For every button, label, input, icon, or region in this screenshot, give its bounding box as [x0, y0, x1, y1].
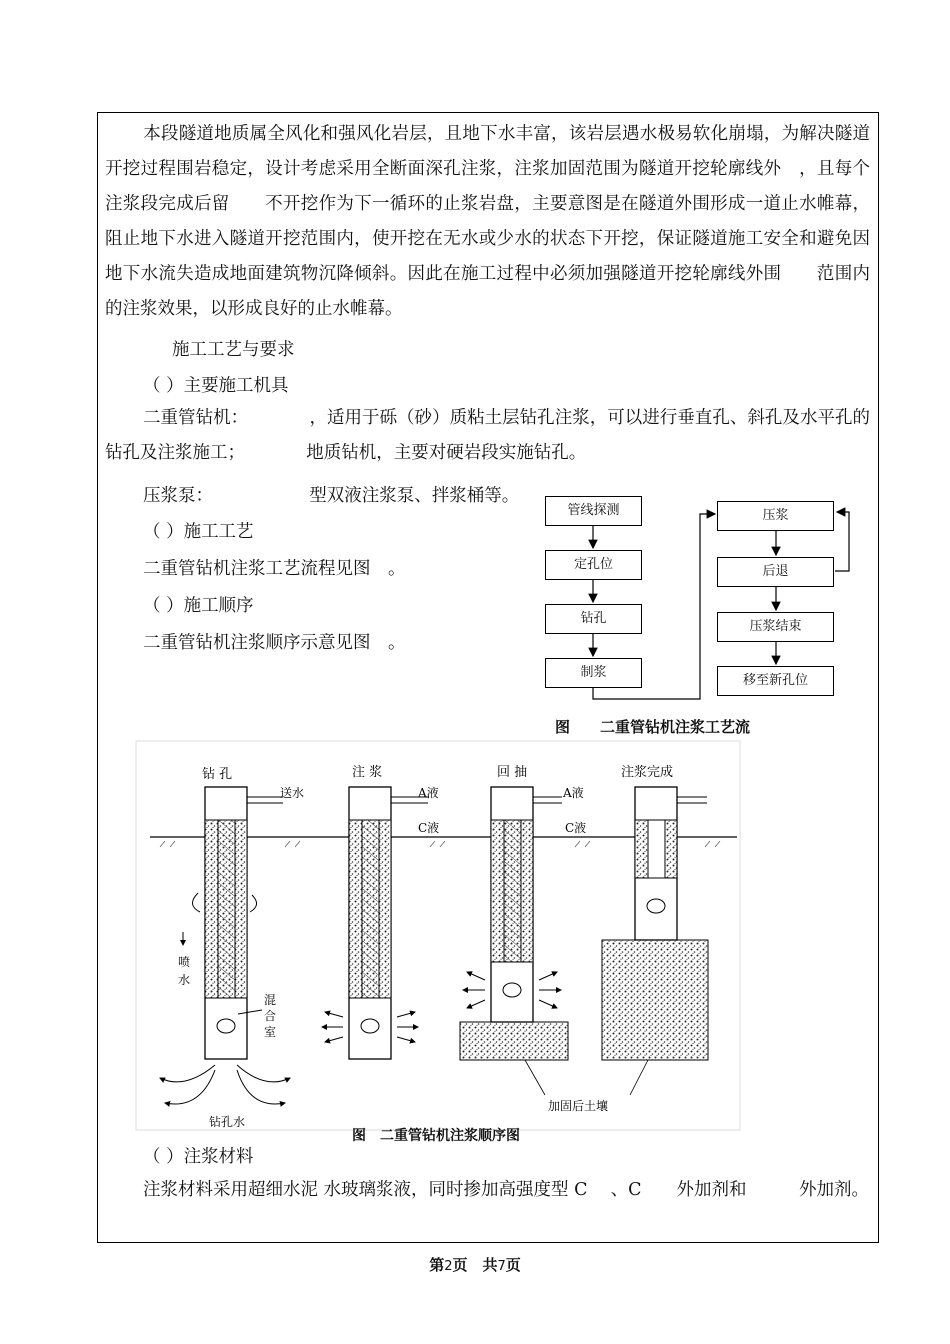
label-send-water: 送水: [280, 786, 305, 800]
stage-label-retract: 回 抽: [497, 765, 528, 780]
footer-page-suffix: 页: [505, 1256, 521, 1274]
flow-step-grouting-end: 压浆结束: [717, 612, 834, 642]
label-c-liquid-2: C液: [565, 821, 587, 835]
stage-label-complete: 注浆完成: [621, 765, 674, 780]
section-title: 施工工艺与要求: [172, 340, 295, 360]
drill-paragraph: 二重管钻机： ，适用于砾（砂）质粘土层钻孔注浆，可以进行垂直孔、斜孔及水平孔的钻孔及注浆施工； 地质钻机，主要对硬岩段实施钻孔。: [105, 408, 870, 463]
label-mix-2: 合: [264, 1009, 277, 1023]
label-a-liquid-1: A液: [418, 786, 439, 800]
footer-total-label: 页 共: [452, 1256, 498, 1274]
stage-label-grouting: 注 浆: [352, 765, 383, 780]
flow-reference: 二重管钻机注浆工艺流程见图 。: [143, 559, 406, 579]
footer-total-number: 7: [497, 1259, 506, 1274]
footer-page-label: 第: [429, 1256, 445, 1274]
sequence-reference: 二重管钻机注浆顺序示意见图 。: [143, 633, 406, 653]
label-water: 水: [178, 973, 191, 987]
stage-retract: [460, 787, 568, 1060]
sequence-caption: 图 二重管钻机注浆顺序图: [352, 1128, 520, 1144]
page-footer: [0, 1254, 950, 1275]
label-mix-1: 混: [264, 993, 277, 1007]
flow-step-move-new-hole: 移至新孔位: [717, 666, 834, 696]
stage-drilling: [160, 787, 290, 1104]
subsection-sequence: （ ）施工顺序: [143, 596, 254, 616]
label-a-liquid-2: A液: [563, 786, 584, 800]
label-drill-water: 钻孔水: [209, 1115, 246, 1129]
subsection-process: （ ）施工工艺: [143, 522, 254, 542]
flow-step-grouting: 压浆: [717, 501, 834, 531]
flow-step-retract: 后退: [717, 557, 834, 587]
flowchart-caption: 图 二重管钻机注浆工艺流: [555, 718, 751, 736]
label-reinforced-soil: 加固后土壤: [548, 1099, 609, 1113]
subsection-materials: （ ）注浆材料: [143, 1147, 254, 1167]
material-paragraph: 注浆材料采用超细水泥 水玻璃浆液，同时掺加高强度型 C 、C 外加剂和 外加剂。: [143, 1180, 869, 1200]
footer-page-number: 2: [444, 1259, 453, 1274]
stage-complete: [602, 787, 708, 1060]
flow-step-drill: 钻孔: [545, 604, 642, 634]
flow-step-make-grout: 制浆: [545, 658, 642, 688]
stage-grouting: [322, 787, 428, 1059]
intro-paragraph: 本段隧道地质属全风化和强风化岩层，且地下水丰富，该岩层遇水极易软化崩塌，为解决隧道开挖过程围岩稳定，设计考虑采用全断面深孔注浆，注浆加固范围为隧道开挖轮廓线外 ，且每个注浆段完成后留 不开挖作为下一循环的止浆岩盘，主要意图是在隧道外围形成一道止水帷幕，阻止地下水进入隧道开挖范围内，使开挖在无水或少水的状态下开挖，保证隧道施工安全和避免因地下水流失造成地面建筑物沉降倾斜。因此在施工过程中必须加强隧道开挖轮廓线外围 范围内的注浆效果，以形成良好的止水帷幕。: [105, 124, 870, 319]
label-c-liquid-1: C液: [418, 821, 440, 835]
pump-line: 压浆泵： 型双液注浆泵、拌浆桶等。: [143, 486, 520, 506]
flow-step-locate-hole: 定孔位: [545, 550, 642, 580]
label-spray: 喷: [178, 955, 191, 969]
stage-label-drilling: 钻 孔: [202, 767, 233, 782]
subsection-machines: （ ）主要施工机具: [143, 376, 289, 396]
flow-step-pipeline-detection: 管线探测: [545, 496, 642, 526]
label-mix-3: 室: [264, 1025, 277, 1039]
